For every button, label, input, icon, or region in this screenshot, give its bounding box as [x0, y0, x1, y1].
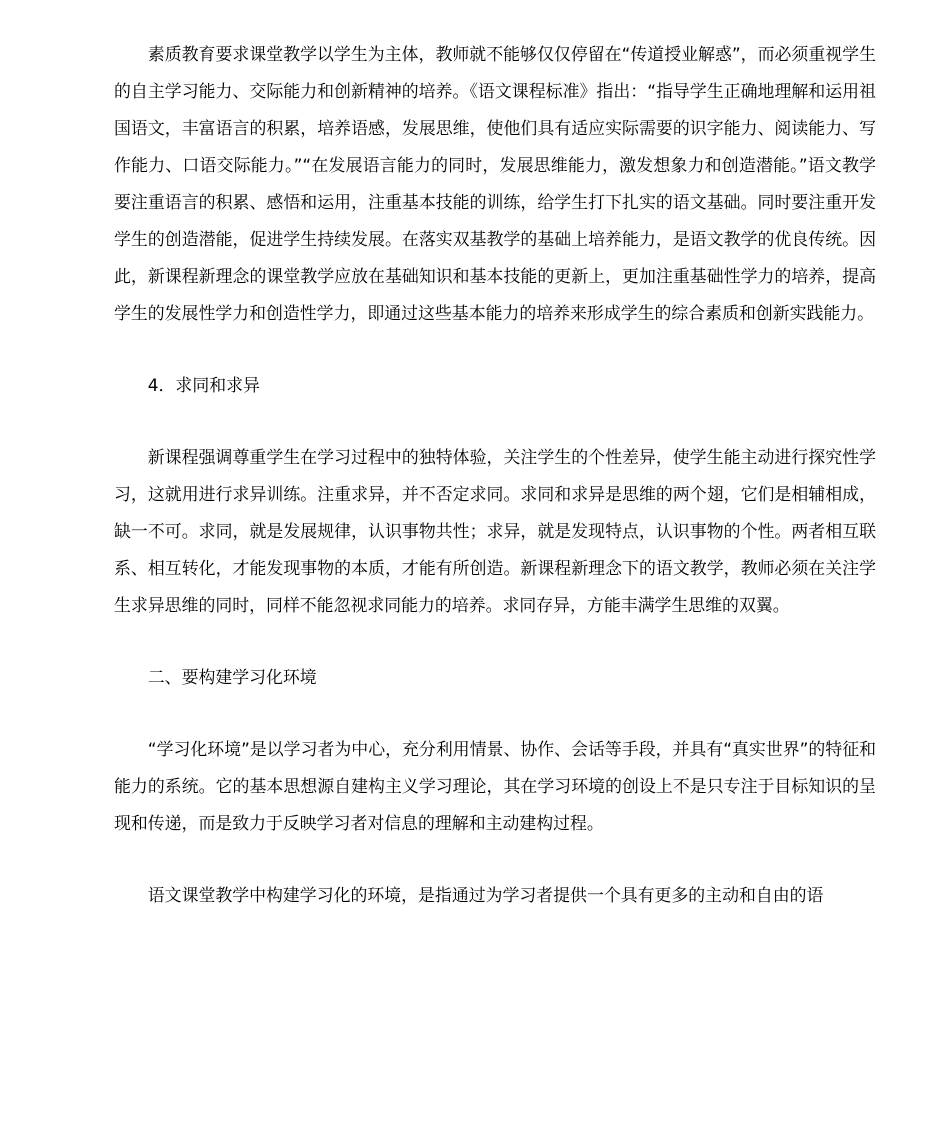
paragraph-chinese-classroom-environment: 语文课堂教学中构建学习化的环境，是指通过为学习者提供一个具有更多的主动和自由的语	[147, 885, 824, 905]
document-page	[114, 36, 876, 914]
section-heading-learning-environment: 二、要构建学习化环境	[147, 667, 317, 687]
paragraph-gap	[114, 696, 876, 731]
paragraph-gap	[114, 404, 876, 439]
paragraph-quality-education: 素质教育要求课堂教学以学生为主体，教师就不能够仅仅停留在“传道授业解惑”，而必须重视学生的自主学习能力、交际能力和创新精神的培养。《语文课程标准》指出：“指导学生正确地理解和运用祖国语文，丰富语言的积累，培养语感，发展思维，使他们具有适应实际需要的识字能力、阅读能力、写作能力、口语交际能力。”“在发展语言能力的同时，发展思维能力，激发想象力和创造潜能。”语文教学要注重语言的积累、感悟和运用，注重基本技能的训练，给学生打下扎实的语文基础。同时要注重开发学生的创造潜能，促进学生持续发展。在落实双基教学的基础上培养能力，是语文教学的优良传统。因此，新课程新理念的课堂教学应放在基础知识和基本技能的更新上，更加注重基础性学力的培养，提高学生的发展性学力和创造性学力，即通过这些基本能力的培养来形成学生的综合素质和创新实践能力。	[114, 44, 876, 323]
paragraph-individual-differences: 新课程强调尊重学生在学习过程中的独特体验，关注学生的个性差异，使学生能主动进行探究性学习，这就用进行求异训练。注重求异，并不否定求同。求同和求异是思维的两个翅，它们是相辅相成，缺一不可。求同，就是发展规律，认识事物共性；求异，就是发现特点，认识事物的个性。两者相互联系、相互转化，才能发现事物的本质，才能有所创造。新课程新理念下的语文教学，教师必须在关注学生求异思维的同时，同样不能忽视求同能力的培养。求同存异，方能丰满学生思维的双翼。	[114, 447, 876, 615]
paragraph-gap	[114, 842, 876, 877]
paragraph-gap	[114, 624, 876, 659]
section-heading-seek-common-and-difference: 4．求同和求异	[147, 375, 260, 395]
paragraph-gap	[114, 332, 876, 367]
paragraph-learning-environment-definition: “学习化环境”是以学习者为中心，充分利用情景、协作、会话等手段，并具有“真实世界”的特征和能力的系统。它的基本思想源自建构主义学习理论，其在学习环境的创设上不是只专注于目标知识的呈现和传递，而是致力于反映学习者对信息的理解和主动建构过程。	[114, 739, 876, 833]
